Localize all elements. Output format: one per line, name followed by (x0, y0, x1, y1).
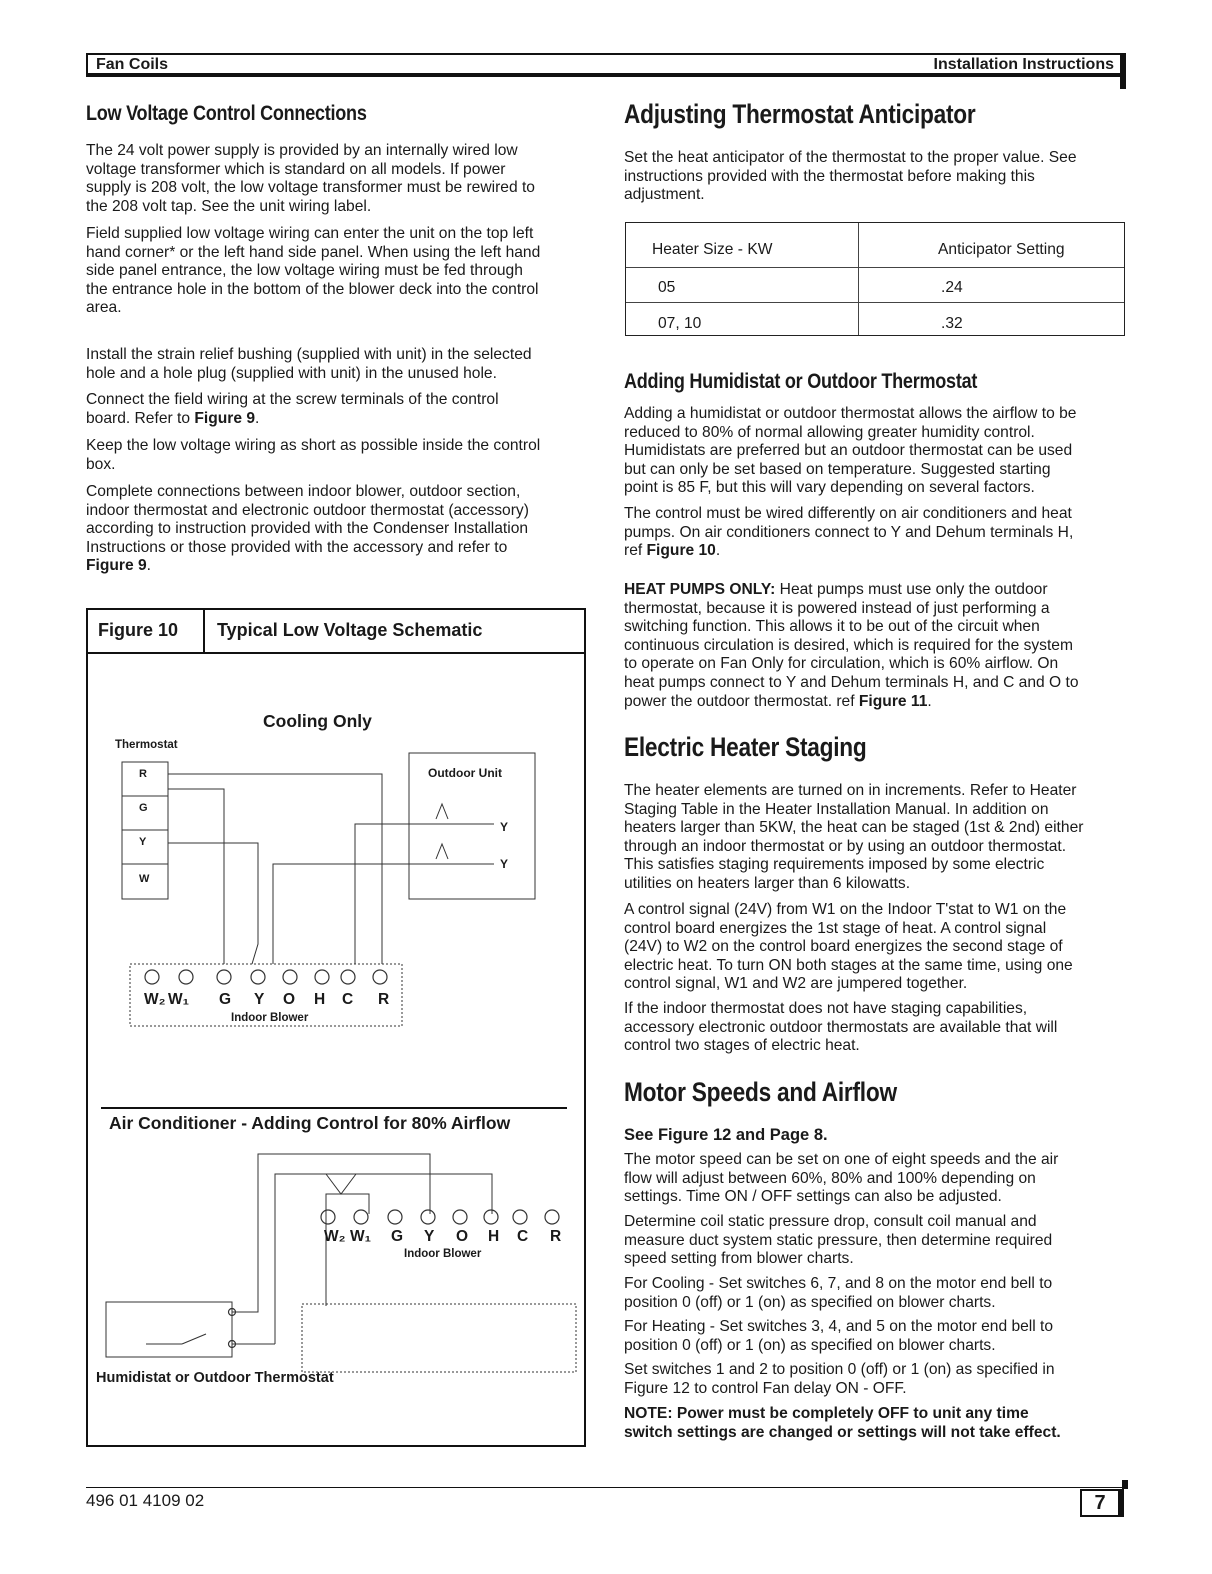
humidistat-p1: Adding a humidistat or outdoor thermostat allows the airflow to be reduced to 80% of normal allowing greater humidity control. Humidistats are preferred but an outdoor thermostat can be used but can only be set based on temperature. Suggested starting point is 85 F, but this will vary depending on several factors. (624, 405, 1077, 497)
header-corner-mark (1120, 53, 1126, 89)
thermostat-terminal-r: R (139, 768, 147, 780)
low-voltage-p5: Keep the low voltage wiring as short as possible inside the control box. (86, 437, 541, 473)
humidistat-box (106, 1302, 232, 1357)
table-cell: .24 (941, 279, 963, 296)
low-voltage-p1: The 24 volt power supply is provided by an internally wired low voltage transformer which is standard on all models. If power supply is 208 volt, the low voltage transformer must be rewired to the 208 volt tap. See the unit wiring label. (86, 142, 535, 215)
page-number: 7 (1080, 1489, 1124, 1517)
low-voltage-p4: Connect the field wiring at the screw terminals of the control board. Refer to Figure 9. (86, 391, 499, 427)
motor-subtitle: See Figure 12 and Page 8. (624, 1126, 828, 1144)
anticipator-heading: Adjusting Thermostat Anticipator (624, 99, 976, 129)
low-voltage-p6: Complete connections between indoor blower, outdoor section, indoor thermostat and electronic outdoor thermostat (accessory) according to instruction provided with the Condenser Installation Instructions or those provided with the accessory and refer to Figure 9. (86, 483, 529, 575)
table-header-kw: Heater Size - KW (652, 241, 773, 258)
outdoor-y-1: Y (500, 820, 509, 834)
ac-terminal-circle (321, 1210, 335, 1224)
figure-header-divider (203, 608, 205, 654)
indoor-blower-label: Indoor Blower (231, 1012, 309, 1024)
cooling-only-label: Cooling Only (263, 711, 372, 731)
thermostat-label: Thermostat (115, 739, 178, 751)
motor-heading: Motor Speeds and Airflow (624, 1077, 897, 1107)
header-left: Fan Coils (96, 56, 169, 73)
humidistat-p2: The control must be wired differently on air conditioners and heat pumps. On air conditioners connect to Y and Dehum terminals H, ref Figure 10. (624, 505, 1074, 560)
low-voltage-heading: Low Voltage Control Connections (86, 102, 367, 125)
humidistat-heading: Adding Humidistat or Outdoor Thermostat (624, 370, 978, 393)
wire-g (168, 789, 224, 964)
staging-p1: The heater elements are turned on in increments. Refer to Heater Staging Table in the Heater Installation Manual. In addition on heaters larger than 5KW, the heat can be staged (1st & 2nd) either through an indoor thermostat or by using an outdoor thermostat. This satisfies staging requirements imposed by some electric utilities on heaters larger than 6 kilowatts. (624, 782, 1084, 892)
table-header-setting: Anticipator Setting (938, 241, 1065, 258)
staging-heading: Electric Heater Staging (624, 732, 867, 762)
outdoor-unit-label: Outdoor Unit (428, 766, 502, 780)
staging-p2: A control signal (24V) from W1 on the Indoor T'stat to W1 on the control board energizes the 1st stage of heat. A control signal (24V) to W2 on the control board energizes the second stage of electric heat. To turn ON both stages at the same time, using one control signal, W1 and W2 are jumpered together. (624, 901, 1073, 993)
table-cell: .32 (941, 315, 963, 332)
low-voltage-p2: Field supplied low voltage wiring can enter the unit on the top left hand corner* or the left hand side panel. When using the left hand side panel entrance, the low voltage wiring must be fed through the entrance hole in the bottom of the blower deck into the control area. (86, 225, 541, 317)
ac-wire-1 (326, 1194, 369, 1306)
ac-indoor-blower-label: Indoor Blower (404, 1248, 482, 1260)
outdoor-y-2: Y (500, 857, 509, 871)
footer-rule (86, 1487, 1126, 1488)
motor-p4: For Heating - Set switches 3, 4, and 5 on the motor end bell to position 0 (off) or 1 (on) as specified on blower charts. (624, 1318, 1054, 1354)
figure-label: Figure 10 (98, 620, 179, 640)
doc-number: 496 01 4109 02 (86, 1491, 205, 1510)
anticipator-p1: Set the heat anticipator of the thermostat to the proper value. See instructions provided with the thermostat before making this adjustment. (624, 149, 1077, 204)
figure-title: Typical Low Voltage Schematic (217, 620, 483, 640)
wire-y (168, 843, 258, 964)
humidistat-p3: HEAT PUMPS ONLY: Heat pumps must use only the outdoor thermostat, because it is powered instead of just performing a switching function. This allows it to be out of the circuit when continuous circulation is desired, which is required for the system to operate on Fan Only for circulation, which is 60% airflow. On heat pumps connect to Y and Dehum terminals H, and C and O to power the outdoor thermostat. ref Figure 11. (624, 581, 1079, 710)
table-cell: 05 (658, 279, 676, 296)
motor-note: NOTE: Power must be completely OFF to unit any time switch settings are changed or settings will not take effect. (624, 1405, 1061, 1441)
motor-p2: Determine coil static pressure drop, consult coil manual and measure duct system static pressure, then determine required speed setting from blower charts. (624, 1213, 1053, 1268)
ac-blower-box (302, 1304, 576, 1372)
motor-p3: For Cooling - Set switches 6, 7, and 8 on the motor end bell to position 0 (off) or 1 (on) as specified on blower charts. (624, 1275, 1053, 1311)
humidistat-label: Humidistat or Outdoor Thermostat (96, 1370, 334, 1386)
low-voltage-p3: Install the strain relief bushing (supplied with unit) in the selected hole and a hole plug (supplied with unit) in the unused hole. (86, 346, 532, 382)
header-right: Installation Instructions (933, 56, 1114, 73)
ac-section-title: Air Conditioner - Adding Control for 80% Airflow (109, 1113, 511, 1133)
anticipator-table (625, 222, 1125, 336)
thermostat-terminal-g: G (139, 802, 148, 814)
page-corner-mark (1122, 1480, 1128, 1489)
wiring-schematic (86, 654, 586, 1444)
ac-section-rule (101, 1107, 567, 1109)
wire-r (168, 774, 382, 964)
table-cell: 07, 10 (658, 315, 702, 332)
motor-p5: Set switches 1 and 2 to position 0 (off) or 1 (on) as specified in Figure 12 to control Fan delay ON - OFF. (624, 1361, 1055, 1397)
wire-c (355, 824, 436, 964)
blower-terminal-circle (145, 970, 159, 984)
thermostat-terminal-y: Y (139, 836, 147, 848)
staging-p3: If the indoor thermostat does not have staging capabilities, accessory electronic outdoor thermostats are available that will control two stages of electric heat. (624, 1000, 1058, 1055)
thermostat-terminal-w: W (139, 873, 150, 885)
motor-p1: The motor speed can be set on one of eight speeds and the air flow will adjust between 60%, 80% and 100% depending on settings. Time ON / OFF settings can also be adjusted. (624, 1151, 1059, 1206)
